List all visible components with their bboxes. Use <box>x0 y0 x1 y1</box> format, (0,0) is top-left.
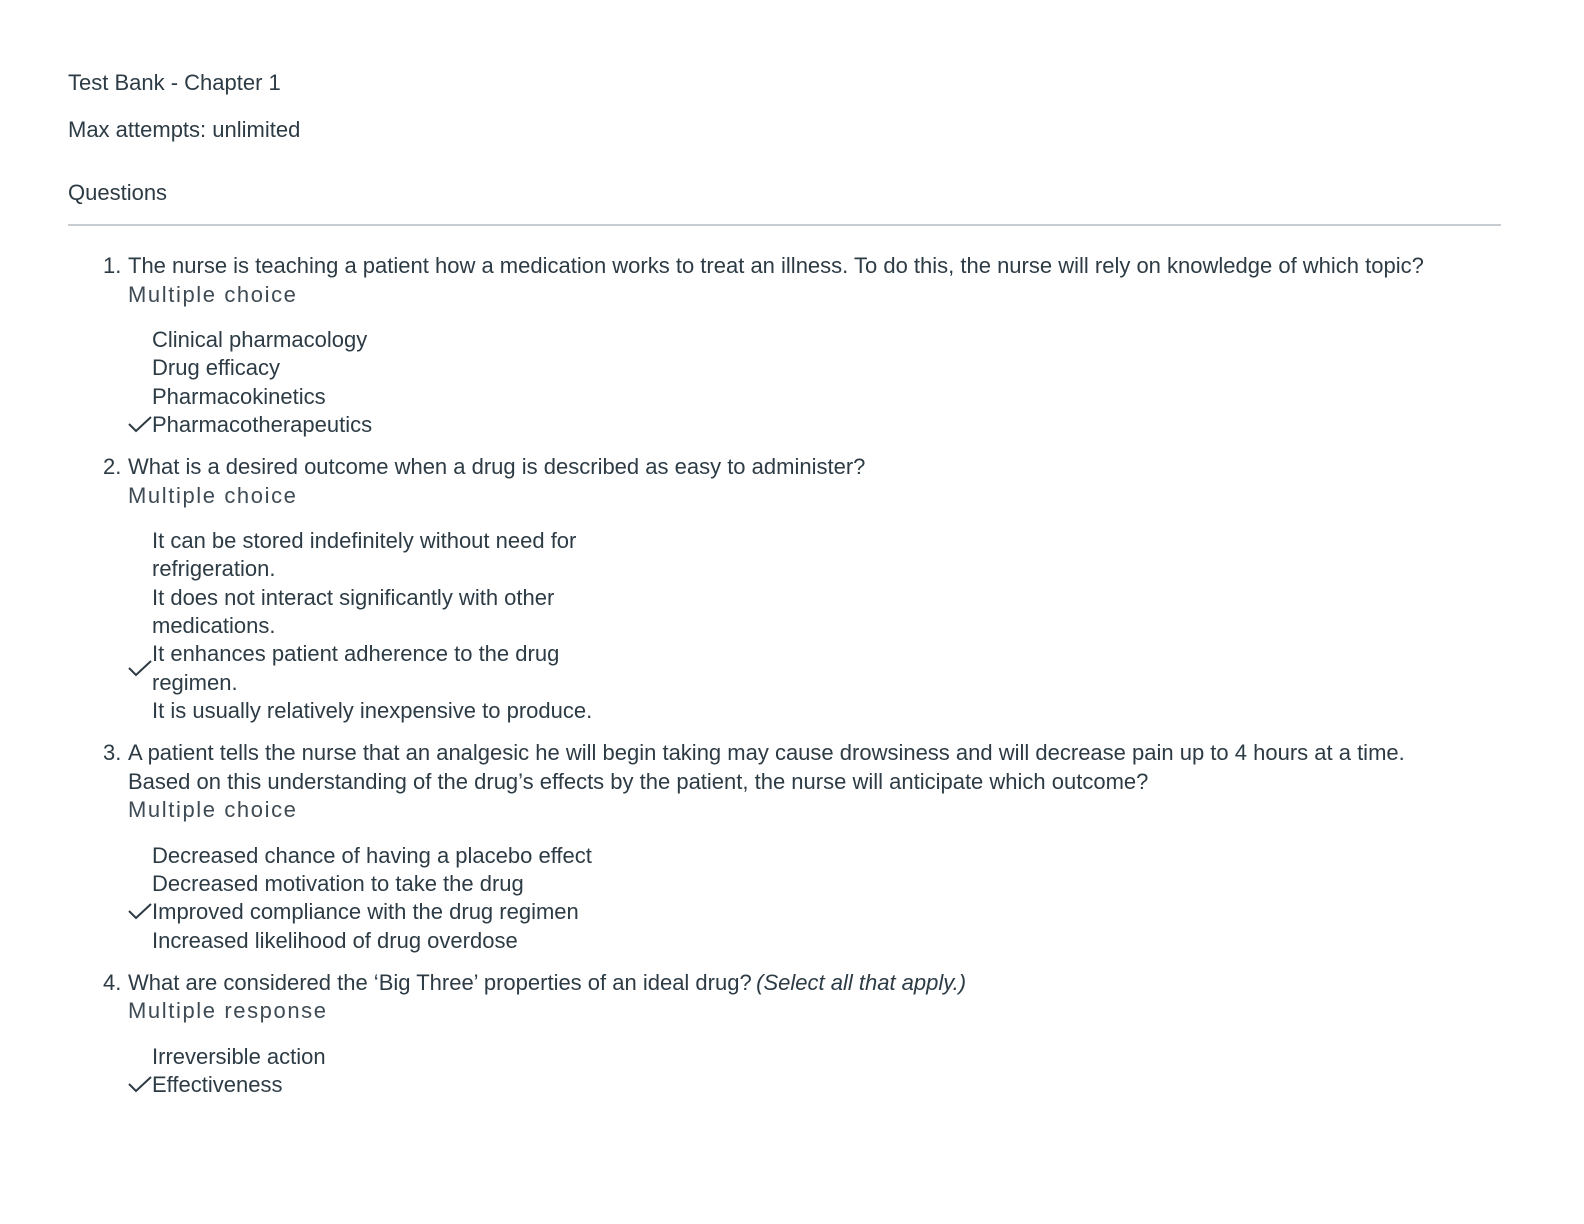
answer-choice-text: Pharmacokinetics <box>152 383 326 409</box>
question-type: Multiple choice <box>128 797 298 823</box>
question-text: What is a desired outcome when a drug is described as easy to administer? <box>128 454 866 480</box>
question-stem <box>0 969 1428 998</box>
answer-choice-text: Irreversible action <box>152 1043 326 1069</box>
answer-choices <box>0 842 1584 955</box>
answer-choice-text: Improved compliance with the drug regimen <box>152 899 579 925</box>
answer-choices <box>0 326 1584 439</box>
questions-heading: Questions <box>68 180 168 205</box>
answer-choice-text: Clinical pharmacology <box>152 327 368 352</box>
answer-choice <box>0 584 1584 641</box>
question-text: What are considered the ‘Big Three’ properties of an ideal drug? <box>128 969 752 995</box>
answer-choice <box>0 326 1584 354</box>
answer-choice <box>0 927 1584 955</box>
answer-choice <box>0 697 1584 725</box>
answer-choice <box>0 640 1584 697</box>
question-item <box>0 453 1584 725</box>
checkmark-icon <box>128 659 152 679</box>
question-number: 2. <box>103 454 122 480</box>
question-stem <box>0 739 1428 796</box>
answer-choice <box>0 411 1584 439</box>
question-type: Multiple response <box>128 998 328 1024</box>
checkmark-icon <box>128 415 152 435</box>
question-type: Multiple choice <box>128 281 298 307</box>
answer-choice <box>0 527 1584 584</box>
answer-choice-text: It can be stored indefinitely without need for refrigeration. <box>152 528 577 582</box>
max-attempts-label: Max attempts: unlimited <box>68 117 301 142</box>
answer-choice-text: Decreased chance of having a placebo effect <box>152 842 592 868</box>
page-title: Test Bank - Chapter 1 <box>68 70 281 95</box>
answer-choice <box>0 898 1584 926</box>
section-divider <box>68 224 1501 226</box>
answer-choice-text: It is usually relatively inexpensive to produce. <box>152 697 593 723</box>
answer-choice-text: Pharmacotherapeutics <box>152 411 373 437</box>
question-item <box>0 252 1584 439</box>
question-number: 1. <box>103 253 122 278</box>
answer-choices <box>0 1043 1584 1100</box>
answer-choices <box>0 527 1584 725</box>
answer-choice-text: Increased likelihood of drug overdose <box>152 927 518 953</box>
question-stem <box>0 453 1428 482</box>
question-text: A patient tells the nurse that an analgesic he will begin taking may cause drowsiness and will decrease pain up to 4 hours at a time. Based on this understanding of the drug’s effects by the patient, the nurse will anticipate which outcome? <box>128 740 1405 794</box>
answer-choice-text: Decreased motivation to take the drug <box>152 871 524 897</box>
answer-choice <box>0 354 1584 382</box>
answer-choice <box>0 842 1584 870</box>
question-stem <box>0 252 1428 281</box>
question-text: The nurse is teaching a patient how a medication works to treat an illness. To do this, the nurse will rely on knowledge of which topic? <box>128 253 1424 278</box>
question-number: 3. <box>103 740 122 766</box>
question-number: 4. <box>103 969 122 995</box>
answer-choice-text: Drug efficacy <box>152 355 280 381</box>
question-type: Multiple choice <box>128 482 298 508</box>
answer-choice <box>0 383 1584 411</box>
question-instruction: (Select all that apply.) <box>756 969 967 995</box>
question-item <box>0 739 1584 955</box>
answer-choice <box>0 1043 1584 1071</box>
answer-choice-text: Effectiveness <box>152 1072 283 1098</box>
answer-choice-text: It does not interact significantly with other medications. <box>152 584 555 639</box>
answer-choice <box>0 1071 1584 1099</box>
checkmark-icon <box>128 902 152 922</box>
answer-choice <box>0 870 1584 898</box>
answer-choice-text: It enhances patient adherence to the drug regimen. <box>152 641 560 695</box>
question-item <box>0 969 1584 1100</box>
checkmark-icon <box>128 1075 152 1095</box>
question-list <box>0 252 1584 1114</box>
